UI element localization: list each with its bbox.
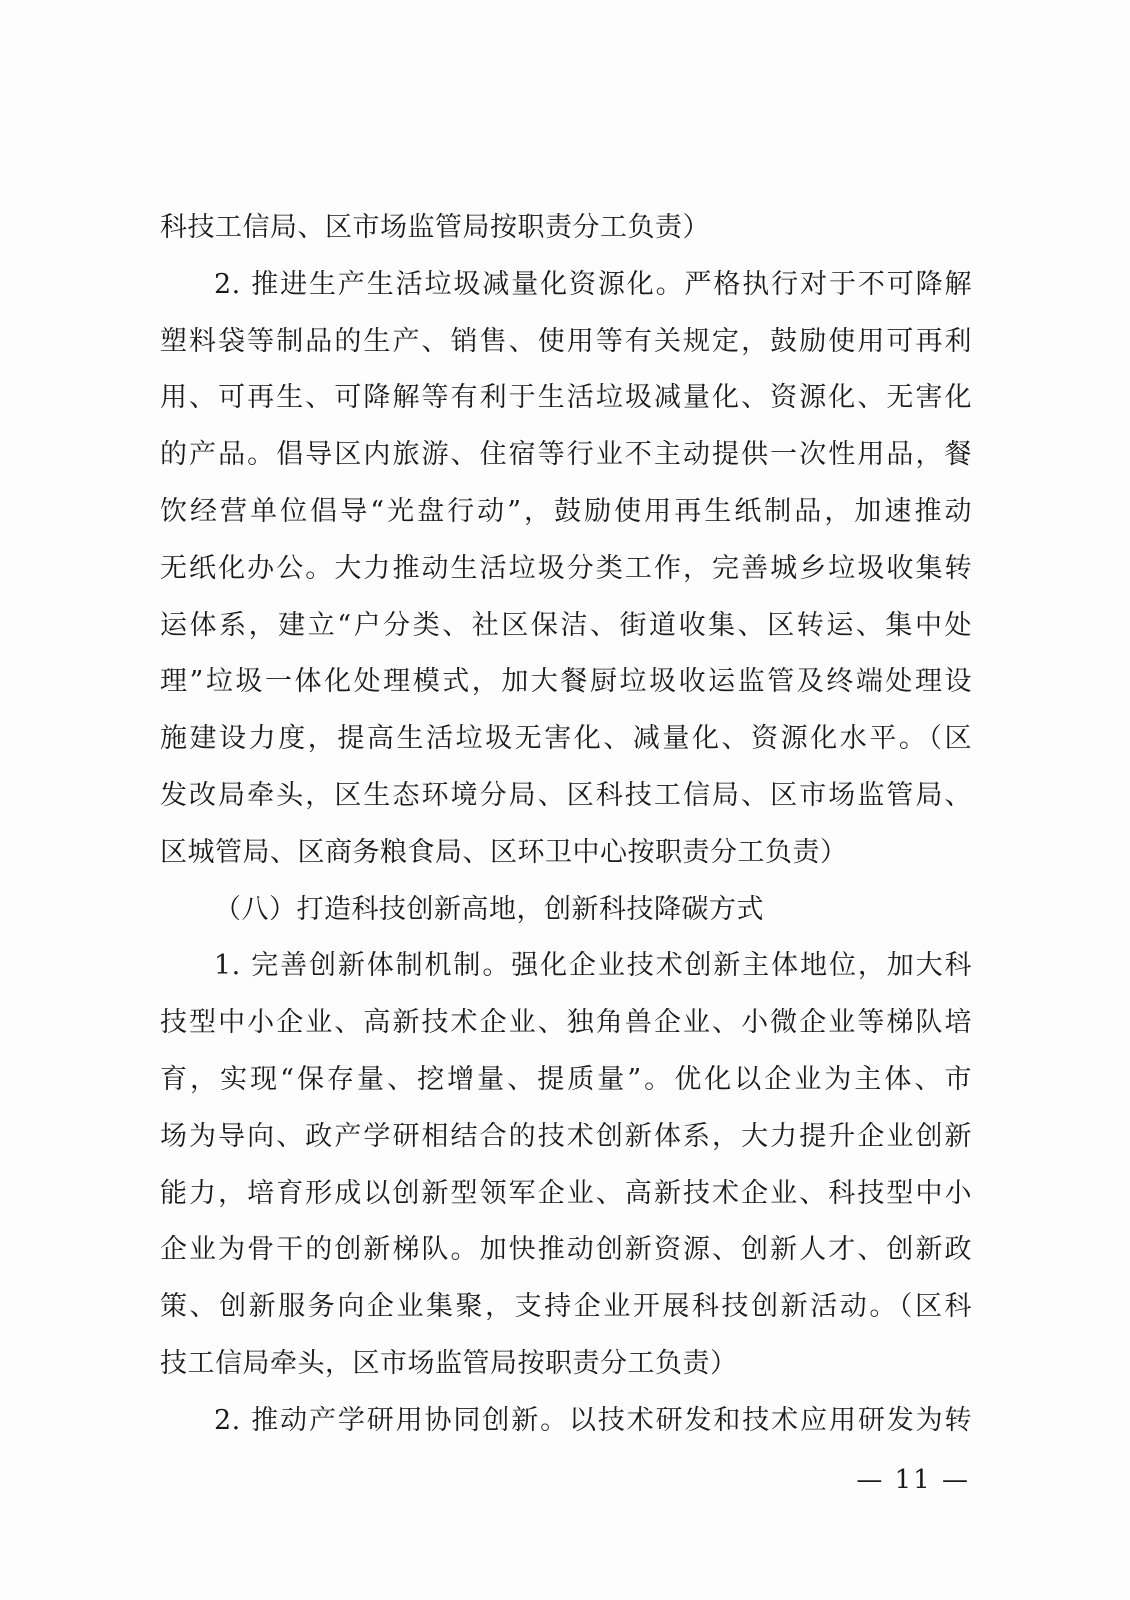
text-line: 技型中小企业、高新技术企业、独角兽企业、小微企业等梯队培 xyxy=(160,1007,972,1039)
body-text xyxy=(160,200,972,1450)
text-line: 理”垃圾一体化处理模式，加大餐厨垃圾收运监管及终端处理设 xyxy=(160,666,972,698)
text-line: 育，实现“保存量、挖增量、提质量”。优化以企业为主体、市 xyxy=(160,1063,972,1095)
text-line: 策、创新服务向企业集聚，支持企业开展科技创新活动。（区科 xyxy=(160,1291,972,1323)
text-line: 用、可再生、可降解等有利于生活垃圾减量化、资源化、无害化 xyxy=(160,382,972,414)
text-line: 场为导向、政产学研相结合的技术创新体系，大力提升企业创新 xyxy=(160,1120,972,1152)
text-line: 2. 推进生产生活垃圾减量化资源化。严格执行对于不可降解 xyxy=(214,268,972,300)
text-line: 发改局牵头，区生态环境分局、区科技工信局、区市场监管局、 xyxy=(160,779,972,811)
text-line: 施建设力度，提高生活垃圾无害化、减量化、资源化水平。（区 xyxy=(160,723,972,755)
text-line: 2. 推动产学研用协同创新。以技术研发和技术应用研发为转 xyxy=(214,1404,972,1436)
text-line: 无纸化办公。大力推动生活垃圾分类工作，完善城乡垃圾收集转 xyxy=(160,552,972,584)
text-line: 塑料袋等制品的生产、销售、使用等有关规定，鼓励使用可再利 xyxy=(160,325,972,357)
text-line: 技工信局牵头，区市场监管局按职责分工负责） xyxy=(160,1347,738,1379)
text-line: 1. 完善创新体制机制。强化企业技术创新主体地位，加大科 xyxy=(214,950,972,982)
text-line: 的产品。倡导区内旅游、住宿等行业不主动提供一次性用品，餐 xyxy=(160,439,972,471)
page-number: — 11 — xyxy=(856,1465,970,1495)
section-heading: （八）打造科技创新高地，创新科技降碳方式 xyxy=(214,893,764,925)
text-line: 科技工信局、区市场监管局按职责分工负责） xyxy=(160,212,710,243)
text-line: 企业为骨干的创新梯队。加快推动创新资源、创新人才、创新政 xyxy=(160,1234,972,1266)
text-line: 运体系，建立“户分类、社区保洁、街道收集、区转运、集中处 xyxy=(160,609,972,641)
text-line: 区城管局、区商务粮食局、区环卫中心按职责分工负责） xyxy=(160,836,848,868)
text-line: 能力，培育形成以创新型领军企业、高新技术企业、科技型中小 xyxy=(160,1177,972,1209)
text-line: 饮经营单位倡导“光盘行动”，鼓励使用再生纸制品，加速推动 xyxy=(160,495,972,527)
